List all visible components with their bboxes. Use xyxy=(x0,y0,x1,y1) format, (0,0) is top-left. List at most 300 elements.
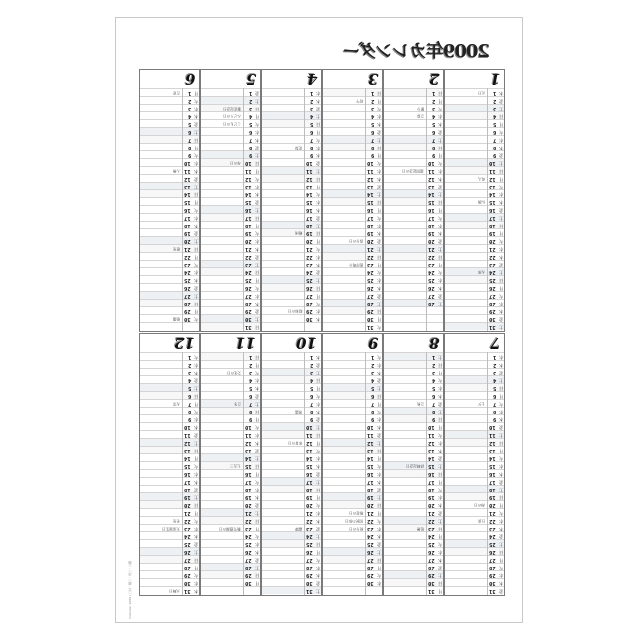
column-divider xyxy=(304,88,305,331)
day-number: 18 xyxy=(306,222,313,229)
weekday-label: 土 xyxy=(315,424,320,430)
day-number: 5 xyxy=(431,385,435,392)
weekday-label: 日 xyxy=(498,222,503,228)
day-number: 1 xyxy=(431,354,435,360)
weekday-label: 火 xyxy=(498,129,503,134)
weekday-label: 金 xyxy=(254,199,259,205)
weekday-label: 木 xyxy=(376,533,381,539)
day-note: 終戦記念日 xyxy=(406,464,424,469)
day-row xyxy=(140,135,199,143)
day-row xyxy=(201,453,260,461)
weekday-label: 火 xyxy=(254,478,259,484)
day-note: 冬至 xyxy=(172,518,180,523)
day-number: 6 xyxy=(370,129,374,135)
day-number: 30 xyxy=(489,580,496,587)
day-number: 7 xyxy=(492,400,496,407)
day-note: 夏越 xyxy=(172,317,180,322)
day-row xyxy=(323,547,382,555)
weekday-label: 土 xyxy=(315,168,320,173)
day-note: 寒露 xyxy=(294,409,302,414)
day-row xyxy=(323,299,382,307)
day-number: 14 xyxy=(245,191,252,198)
day-row xyxy=(323,563,382,571)
day-row xyxy=(201,205,260,213)
weekday-label: 月 xyxy=(193,199,198,205)
day-number: 22 xyxy=(245,517,252,524)
day-number: 13 xyxy=(306,183,313,190)
weekday-label: 日 xyxy=(376,393,381,398)
day-number: 20 xyxy=(428,502,435,509)
day-row xyxy=(323,578,382,586)
weekday-label: 木 xyxy=(498,580,503,586)
day-note: 立冬 xyxy=(233,401,241,406)
day-row xyxy=(445,127,504,135)
day-row xyxy=(201,422,260,430)
day-number: 7 xyxy=(431,400,435,407)
day-number: 15 xyxy=(245,463,252,470)
day-row xyxy=(323,197,382,205)
day-number: 14 xyxy=(367,191,374,198)
day-row xyxy=(323,260,382,268)
weekday-label: 水 xyxy=(254,486,259,492)
weekday-label: 水 xyxy=(254,541,259,547)
weekday-label: 土 xyxy=(498,377,503,383)
weekday-label: 火 xyxy=(193,261,198,267)
day-number: 23 xyxy=(184,261,191,268)
day-number: 29 xyxy=(245,308,252,315)
day-number: 21 xyxy=(306,246,313,252)
day-row xyxy=(201,586,260,594)
weekday-label: 木 xyxy=(254,246,259,251)
day-row xyxy=(262,563,321,571)
weekday-label: 日 xyxy=(193,136,198,142)
day-row xyxy=(201,391,260,399)
day-number: 10 xyxy=(428,160,435,167)
day-note: 霜降 xyxy=(294,526,302,531)
day-row xyxy=(445,150,504,158)
day-row xyxy=(323,275,382,283)
weekday-label: 土 xyxy=(193,494,198,500)
day-row xyxy=(262,477,321,485)
day-number: 24 xyxy=(367,269,374,276)
weekday-label: 火 xyxy=(376,354,381,359)
day-number: 19 xyxy=(306,230,313,237)
day-row xyxy=(445,422,504,430)
day-number: 11 xyxy=(367,168,374,174)
month-number: 9 xyxy=(367,334,378,352)
day-row xyxy=(140,111,199,119)
day-number: 20 xyxy=(489,238,496,245)
day-row xyxy=(323,422,382,430)
day-number: 1 xyxy=(248,90,252,96)
weekday-label: 月 xyxy=(193,308,198,314)
weekday-label: 月 xyxy=(437,533,442,539)
day-row xyxy=(323,524,382,532)
day-number: 12 xyxy=(306,439,313,446)
weekday-label: 月 xyxy=(315,385,320,391)
weekday-label: 日 xyxy=(254,214,259,220)
weekday-label: 火 xyxy=(315,447,320,453)
weekday-label: 火 xyxy=(254,175,259,181)
weekday-label: 水 xyxy=(254,292,259,298)
day-number: 25 xyxy=(245,541,252,548)
column-divider xyxy=(365,88,366,331)
day-row xyxy=(445,197,504,205)
day-number: 5 xyxy=(431,121,435,128)
weekday-label: 火 xyxy=(254,424,259,430)
day-row xyxy=(140,586,199,594)
day-row xyxy=(384,189,443,197)
day-number: 5 xyxy=(370,385,374,392)
day-note: 七夕 xyxy=(477,401,485,406)
month-number: 12 xyxy=(174,334,195,352)
day-number: 31 xyxy=(306,588,313,594)
day-row xyxy=(384,244,443,252)
weekday-label: 土 xyxy=(193,292,198,298)
weekday-label: 土 xyxy=(376,549,381,554)
day-number: 1 xyxy=(187,354,191,360)
weekday-label: 火 xyxy=(437,432,442,437)
day-row xyxy=(262,260,321,268)
day-row xyxy=(384,228,443,236)
weekday-label: 火 xyxy=(254,230,259,236)
day-row xyxy=(262,267,321,275)
day-number: 1 xyxy=(492,90,496,96)
weekday-label: 水 xyxy=(498,300,503,306)
day-row xyxy=(384,555,443,563)
day-number: 21 xyxy=(428,510,435,516)
weekday-label: 土 xyxy=(315,113,320,119)
month-header xyxy=(140,70,199,88)
day-row xyxy=(384,578,443,586)
day-note: 体育の日 xyxy=(287,440,302,445)
day-number: 2 xyxy=(187,361,191,368)
month-number: 11 xyxy=(235,334,256,352)
day-row xyxy=(140,205,199,213)
day-number: 29 xyxy=(306,572,313,579)
day-number: 30 xyxy=(245,580,252,587)
day-number: 6 xyxy=(492,129,496,135)
day-row xyxy=(384,104,443,112)
day-number: 5 xyxy=(187,385,191,392)
day-row xyxy=(323,111,382,119)
day-number: 18 xyxy=(245,222,252,229)
day-number: 17 xyxy=(367,478,374,485)
day-row xyxy=(384,383,443,391)
day-row xyxy=(445,252,504,260)
day-row xyxy=(384,516,443,524)
day-number: 30 xyxy=(184,316,191,323)
day-row xyxy=(323,158,382,166)
weekday-label: 木 xyxy=(498,90,503,95)
day-number: 27 xyxy=(245,292,252,299)
day-number: 7 xyxy=(309,400,313,407)
day-row xyxy=(262,158,321,166)
day-row xyxy=(384,306,443,314)
day-number: 19 xyxy=(245,230,252,237)
day-row xyxy=(140,244,199,252)
day-number: 2 xyxy=(370,361,374,368)
day-number: 10 xyxy=(306,160,313,167)
day-row xyxy=(201,322,260,330)
day-number: 11 xyxy=(245,168,252,174)
weekday-label: 金 xyxy=(315,105,320,111)
weekday-label: 火 xyxy=(376,214,381,220)
day-row xyxy=(323,391,382,399)
day-row xyxy=(262,508,321,516)
weekday-label: 月 xyxy=(254,361,259,367)
day-number: 12 xyxy=(367,439,374,446)
day-row xyxy=(140,174,199,182)
weekday-label: 月 xyxy=(376,455,381,461)
weekday-label: 日 xyxy=(193,246,198,251)
day-row xyxy=(140,197,199,205)
day-row xyxy=(384,182,443,190)
day-number: 27 xyxy=(184,292,191,299)
weekday-label: 木 xyxy=(193,277,198,283)
day-row xyxy=(201,438,260,446)
day-row xyxy=(323,407,382,415)
day-number: 25 xyxy=(489,277,496,284)
weekday-label: 金 xyxy=(376,129,381,134)
day-row xyxy=(140,446,199,454)
day-number: 20 xyxy=(245,238,252,245)
day-row xyxy=(140,299,199,307)
day-number: 22 xyxy=(245,253,252,260)
day-row xyxy=(140,306,199,314)
day-number: 4 xyxy=(187,113,191,120)
weekday-label: 火 xyxy=(193,97,198,103)
day-number: 30 xyxy=(367,580,374,587)
day-row xyxy=(201,252,260,260)
weekday-label: 金 xyxy=(193,432,198,437)
day-row xyxy=(262,221,321,229)
month-12 xyxy=(139,333,200,596)
day-row xyxy=(262,291,321,299)
weekday-label: 日 xyxy=(254,572,259,578)
weekday-label: 土 xyxy=(498,105,503,111)
day-number: 4 xyxy=(187,377,191,384)
day-row xyxy=(140,485,199,493)
month-9 xyxy=(322,333,383,596)
day-row xyxy=(384,570,443,578)
day-row xyxy=(262,500,321,508)
weekday-label: 日 xyxy=(254,408,259,414)
day-number: 12 xyxy=(428,175,435,182)
day-number: 28 xyxy=(428,300,435,307)
day-row xyxy=(445,477,504,485)
day-row xyxy=(323,383,382,391)
day-row xyxy=(445,111,504,119)
weekday-label: 日 xyxy=(254,324,259,329)
day-number: 1 xyxy=(492,354,496,360)
month-4 xyxy=(261,69,322,332)
weekday-label: 火 xyxy=(376,269,381,275)
day-row xyxy=(323,477,382,485)
day-number: 28 xyxy=(306,564,313,571)
day-row xyxy=(323,291,382,299)
month-3 xyxy=(322,69,383,332)
day-number: 7 xyxy=(248,136,252,143)
day-number: 20 xyxy=(367,502,374,509)
day-number: 22 xyxy=(367,517,374,524)
day-row xyxy=(201,127,260,135)
day-number: 12 xyxy=(245,175,252,182)
day-number: 13 xyxy=(184,447,191,454)
day-row xyxy=(201,399,260,407)
day-row xyxy=(384,283,443,291)
day-row xyxy=(323,252,382,260)
day-number: 29 xyxy=(489,308,496,315)
day-row xyxy=(384,477,443,485)
weekday-label: 土 xyxy=(498,486,503,492)
weekday-label: 木 xyxy=(376,478,381,484)
day-number: 9 xyxy=(431,416,435,423)
day-number: 9 xyxy=(431,152,435,159)
day-note: 大雪 xyxy=(172,401,180,406)
day-number: 18 xyxy=(245,486,252,493)
day-row xyxy=(201,228,260,236)
day-number: 22 xyxy=(489,253,496,260)
day-number: 3 xyxy=(431,369,435,376)
day-row xyxy=(140,182,199,190)
day-row xyxy=(201,531,260,539)
day-row xyxy=(201,469,260,477)
day-row xyxy=(384,197,443,205)
day-row xyxy=(262,166,321,174)
month-11 xyxy=(200,333,261,596)
day-note: 母の日 xyxy=(230,161,241,166)
day-row xyxy=(384,205,443,213)
weekday-label: 火 xyxy=(498,400,503,406)
day-row xyxy=(384,563,443,571)
day-row xyxy=(445,283,504,291)
weekday-label: 金 xyxy=(498,369,503,375)
weekday-label: 日 xyxy=(437,416,442,422)
column-divider xyxy=(182,88,183,331)
day-row xyxy=(140,322,199,330)
day-row xyxy=(201,368,260,376)
weekday-label: 木 xyxy=(376,121,381,127)
weekday-label: 土 xyxy=(376,246,381,251)
weekday-label: 土 xyxy=(315,222,320,228)
weekday-label: 木 xyxy=(315,207,320,212)
weekday-label: 火 xyxy=(437,269,442,275)
day-row xyxy=(201,283,260,291)
weekday-label: 金 xyxy=(193,377,198,383)
weekday-label: 金 xyxy=(315,471,320,476)
weekday-label: 金 xyxy=(254,253,259,259)
day-row xyxy=(201,430,260,438)
day-number: 16 xyxy=(428,471,435,477)
day-row xyxy=(140,375,199,383)
day-number: 8 xyxy=(431,144,435,151)
weekday-label: 月 xyxy=(498,230,503,236)
day-number: 27 xyxy=(489,556,496,563)
weekday-label: 日 xyxy=(193,300,198,306)
day-row xyxy=(323,360,382,368)
day-note: 憲法記念日 xyxy=(223,106,241,111)
weekday-label: 月 xyxy=(254,525,259,531)
column-divider xyxy=(487,352,488,595)
day-row xyxy=(201,111,260,119)
day-row xyxy=(445,531,504,539)
day-number: 11 xyxy=(489,432,496,438)
day-number: 8 xyxy=(370,408,374,415)
day-number: 26 xyxy=(428,285,435,291)
day-number: 17 xyxy=(428,478,435,485)
day-number: 15 xyxy=(184,463,191,470)
day-row xyxy=(201,570,260,578)
weekday-label: 水 xyxy=(254,432,259,437)
day-row xyxy=(262,391,321,399)
weekday-label: 日 xyxy=(437,253,442,259)
weekday-label: 月 xyxy=(315,183,320,189)
weekday-label: 金 xyxy=(376,486,381,492)
weekday-label: 日 xyxy=(376,144,381,150)
day-row xyxy=(140,516,199,524)
month-header xyxy=(323,334,382,352)
month-number: 5 xyxy=(245,70,256,88)
day-row xyxy=(201,516,260,524)
day-number: 5 xyxy=(309,121,313,128)
day-row xyxy=(445,275,504,283)
day-row xyxy=(384,547,443,555)
day-number: 27 xyxy=(306,292,313,299)
weekday-label: 月 xyxy=(254,222,259,228)
day-row xyxy=(384,119,443,127)
weekday-label: 木 xyxy=(254,300,259,306)
day-row xyxy=(445,383,504,391)
weekday-label: 日 xyxy=(498,113,503,119)
day-row xyxy=(262,469,321,477)
day-number: 9 xyxy=(248,416,252,423)
day-number: 15 xyxy=(306,199,313,206)
day-row xyxy=(323,119,382,127)
weekday-label: 木 xyxy=(315,97,320,103)
day-number: 14 xyxy=(489,191,496,198)
day-number: 10 xyxy=(489,160,496,167)
weekday-label: 月 xyxy=(315,129,320,134)
day-number: 24 xyxy=(306,533,313,540)
weekday-label: 火 xyxy=(193,572,198,578)
day-row xyxy=(201,182,260,190)
weekday-label: 水 xyxy=(193,105,198,111)
weekday-label: 金 xyxy=(315,214,320,220)
day-number: 9 xyxy=(309,152,313,159)
weekday-label: 金 xyxy=(437,400,442,406)
day-number: 18 xyxy=(489,222,496,229)
weekday-label: 金 xyxy=(498,424,503,430)
day-number: 3 xyxy=(492,369,496,376)
day-number: 12 xyxy=(306,175,313,182)
day-note: みどりの日 xyxy=(223,114,241,119)
weekday-label: 火 xyxy=(315,556,320,562)
weekday-label: 月 xyxy=(254,168,259,173)
column-divider xyxy=(304,352,305,595)
day-row xyxy=(262,143,321,151)
day-number: 17 xyxy=(489,214,496,221)
day-row xyxy=(323,96,382,104)
day-number: 22 xyxy=(367,253,374,260)
day-note: 元日 xyxy=(477,91,485,95)
day-number: 21 xyxy=(489,510,496,516)
day-note: 大晦日 xyxy=(169,589,180,593)
day-row xyxy=(140,88,199,96)
weekday-label: 日 xyxy=(254,160,259,166)
day-row xyxy=(323,539,382,547)
day-row xyxy=(445,182,504,190)
